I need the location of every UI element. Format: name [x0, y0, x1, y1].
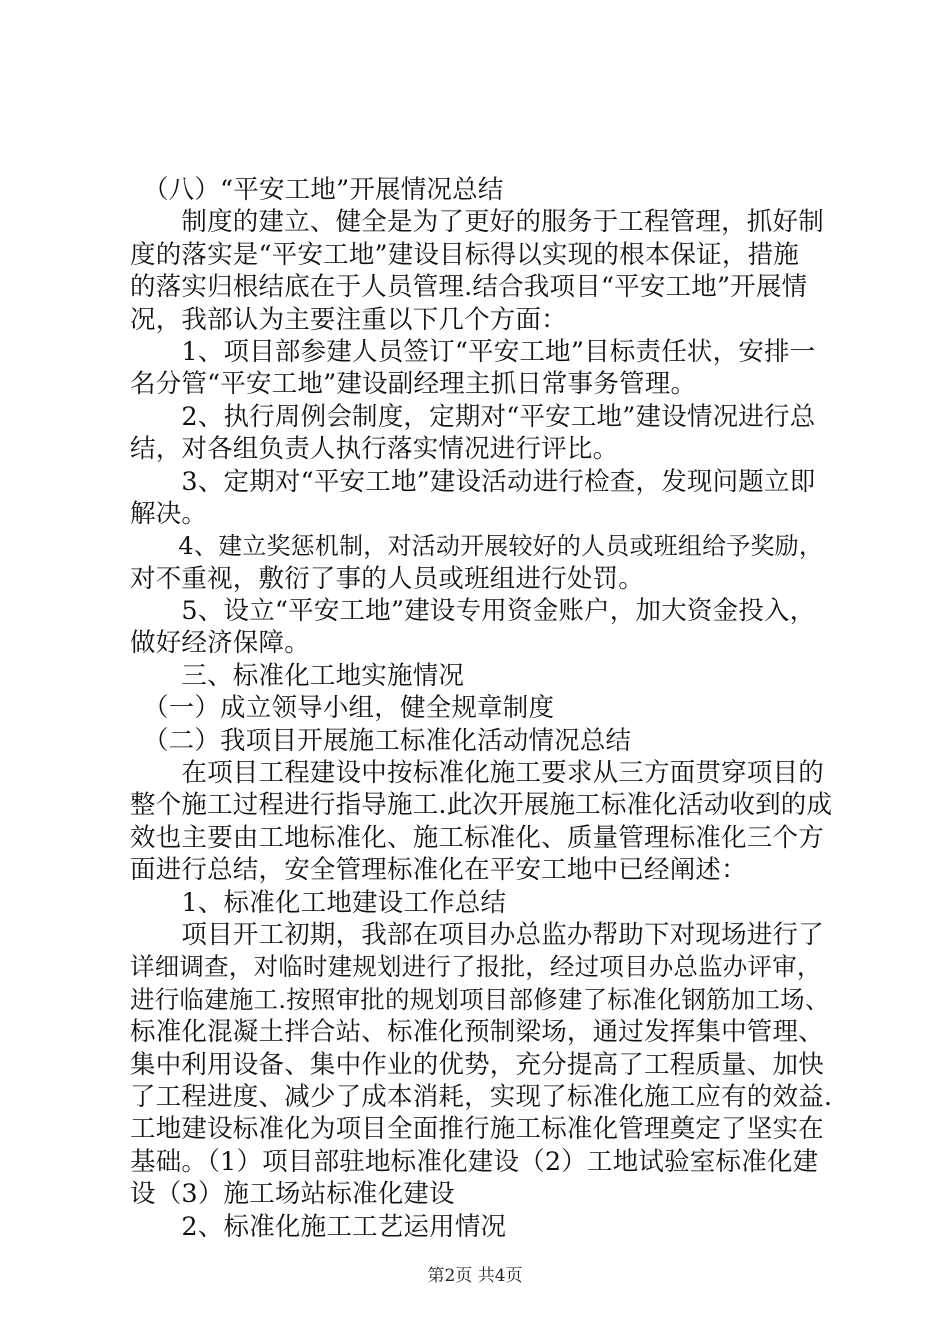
text-line: 结，对各组负责人执行落实情况进行评比。	[130, 434, 619, 465]
text-line: （八）“平安工地”开展情况总结	[130, 175, 504, 205]
page-footer: 第2页 共4页	[427, 1266, 523, 1286]
text-line: 3、定期对“平安工地”建设活动进行检查，发现问题立即	[130, 466, 816, 497]
text-line: 整个施工过程进行指导施工.此次开展施工标准化活动收到的成	[130, 790, 833, 821]
text-line: 了工程进度、减少了成本消耗，实现了标准化施工应有的效益.	[130, 1081, 833, 1112]
text-line: 项目开工初期，我部在项目办总监办帮助下对现场进行了	[130, 919, 824, 950]
text-line: 1、项目部参建人员签订“平安工地”目标责任状，安排一	[130, 336, 816, 367]
text-line: 制度的建立、健全是为了更好的服务于工程管理，抓好制	[130, 207, 824, 238]
document-body	[130, 174, 833, 1243]
text-line: 2、执行周例会制度，定期对“平安工地”建设情况进行总	[130, 401, 816, 432]
text-line: 4、建立奖惩机制，对活动开展较好的人员或班组给予奖励，	[130, 532, 824, 561]
text-line: 对不重视，敷衍了事的人员或班组进行处罚。	[130, 563, 645, 594]
text-line: 集中利用设备、集中作业的优势，充分提高了工程质量、加快	[130, 1049, 824, 1080]
text-line: 标准化混凝土拌合站、标准化预制梁场，通过发挥集中管理、	[130, 1017, 824, 1048]
text-line: 在项目工程建设中按标准化施工要求从三方面贯穿项目的	[130, 758, 824, 789]
text-line: 解决。	[130, 498, 208, 529]
text-line: 的落实归根结底在于人员管理.结合我项目“平安工地”开展情	[130, 272, 808, 303]
text-line: 进行临建施工.按照审批的规划项目部修建了标准化钢筋加工场、	[130, 984, 830, 1014]
text-line: 效也主要由工地标准化、施工标准化、质量管理标准化三个方	[130, 822, 824, 853]
text-line: 工地建设标准化为项目全面推行施工标准化管理奠定了坚实在	[130, 1114, 824, 1145]
text-line: （一）成立领导小组，健全规章制度	[130, 693, 555, 724]
text-line: 面进行总结，安全管理标准化在平安工地中已经阐述：	[130, 855, 747, 886]
text-line: 做好经济保障。	[130, 628, 310, 659]
text-line: 设（3）施工场站标准化建设	[130, 1179, 455, 1210]
text-line: 三、标准化工地实施情况	[130, 660, 465, 691]
text-line: 基础。（1）项目部驻地标准化建设（2）工地试验室标准化建	[130, 1146, 819, 1177]
text-line: 详细调查，对临时建规划进行了报批，经过项目办总监办评审，	[130, 952, 822, 982]
text-line: （二）我项目开展施工标准化活动情况总结	[130, 725, 632, 756]
text-line: 名分管“平安工地”建设副经理主抓日常事务管理。	[130, 369, 697, 400]
text-line: 度的落实是“平安工地”建设目标得以实现的根本保证，措施	[130, 239, 799, 270]
text-line: 况，我部认为主要注重以下几个方面：	[130, 304, 567, 335]
text-line: 1、标准化工地建设工作总结	[130, 887, 507, 918]
text-line: 2、标准化施工工艺运用情况	[130, 1211, 507, 1242]
text-line: 5、设立“平安工地”建设专用资金账户，加大资金投入，	[130, 596, 816, 627]
